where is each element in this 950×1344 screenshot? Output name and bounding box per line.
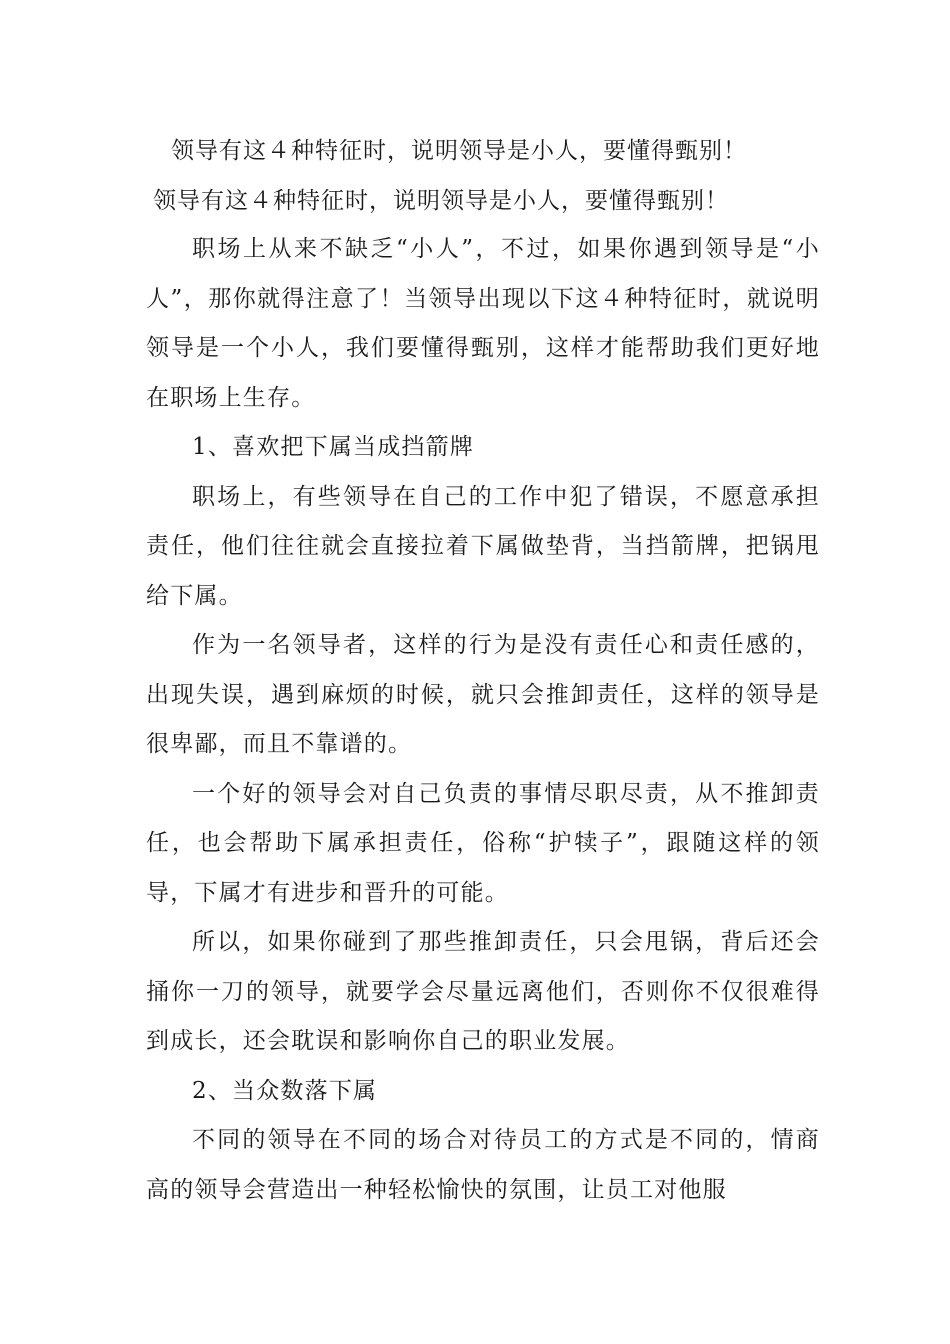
document-title: 领导有这４种特征时，说明领导是小人，要懂得甄别！ [171,138,747,164]
paragraph: 职场上，有些领导在自己的工作中犯了错误，不愿意承担责任，他们往往就会直接拉着下属做垫背，当挡箭牌，把锅甩给下属。 [146,483,820,609]
paragraph: 所以，如果你碰到了那些推卸责任，只会甩锅，背后还会捅你一刀的领导，就要学会尽量远离他们，否则你不仅很难得到成长，还会耽误和影响你自己的职业发展。 [146,929,820,1054]
paragraph: 一个好的领导会对自己负责的事情尽职尽责，从不推卸责任，也会帮助下属承担责任，俗称“护犊子”，跟随这样的领导，下属才有进步和晋升的可能。 [146,780,820,906]
document-body [146,225,820,1215]
section-heading-2: 2、当众数落下属 [192,1077,378,1104]
document-title-repeat: 领导有这４种特征时，说明领导是小人，要懂得甄别！ [153,188,729,214]
paragraph: 不同的领导在不同的场合对待员工的方式是不同的，情商高的领导会营造出一种轻松愉快的氛围，让员工对他服 [146,1127,820,1203]
paragraph: 作为一名领导者，这样的行为是没有责任心和责任感的，出现失误，遇到麻烦的时候，就只会推卸责任，这样的领导是很卑鄙，而且不靠谱的。 [146,632,820,757]
section-heading-1: 1、喜欢把下属当成挡箭牌 [192,434,475,460]
paragraph-intro: 职场上从来不缺乏“小人”，不过，如果你遇到领导是“小人”，那你就得注意了！当领导出现以下这４种特征时，就说明领导是一个小人，我们要懂得甄别，这样才能帮助我们更好地在职场上生存。 [146,236,820,411]
